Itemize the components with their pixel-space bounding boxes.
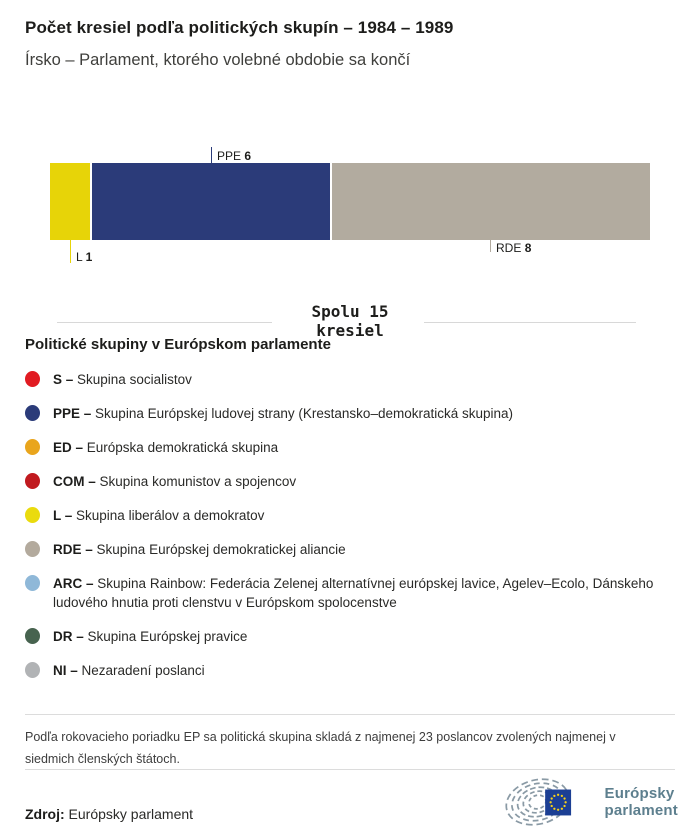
legend-item-text	[53, 506, 264, 525]
group-color-dot	[25, 371, 40, 387]
total-seats-line1: Spolu 15	[311, 302, 389, 321]
group-label: Skupina Rainbow: Federácia Zelenej alternatívnej európskej lavice, Agelev–Ecolo, Dánskeho ludového hnutia proti clenstvu v Európskom spolocenstve	[53, 576, 654, 610]
bar-label-ppe-value: 6	[244, 149, 252, 163]
legend-item-l	[25, 506, 685, 525]
eu-flag	[545, 790, 571, 816]
total-seats-label	[0, 302, 700, 340]
footer-divider-bottom	[25, 769, 675, 770]
legend-item-dr	[25, 627, 685, 646]
legend-item-text	[53, 661, 205, 680]
bar-label-rde	[496, 241, 531, 255]
group-code: ED –	[53, 440, 84, 455]
tick-ppe	[211, 147, 212, 163]
group-label: Skupina socialistov	[77, 372, 192, 387]
legend-heading: Politické skupiny v Európskom parlamente	[25, 336, 331, 353]
page-subtitle: Írsko – Parlament, ktorého volebné obdobie sa končí	[25, 51, 411, 69]
group-color-dot	[25, 439, 40, 455]
group-color-dot	[25, 541, 40, 557]
legend-item-text	[53, 370, 192, 389]
legend-item-text	[53, 472, 296, 491]
group-code: RDE –	[53, 542, 93, 557]
group-color-dot	[25, 662, 40, 678]
group-label: Nezaradení poslanci	[81, 663, 205, 678]
group-color-dot	[25, 575, 40, 591]
legend-item-arc	[25, 574, 685, 612]
tick-l	[70, 240, 71, 263]
legend-item-text	[53, 574, 685, 612]
bar-label-l	[76, 250, 92, 264]
legend-item-ppe	[25, 404, 685, 423]
legend-item-rde	[25, 540, 685, 559]
legend-item-text	[53, 627, 247, 646]
logo-wordmark-line2: parlament	[604, 802, 678, 819]
logo-wordmark	[605, 785, 679, 819]
bar-label-rde-value: 8	[524, 241, 532, 255]
group-code: PPE –	[53, 406, 92, 421]
footnote: Podľa rokovacieho poriadku EP sa politická skupina skladá z najmenej 23 poslancov zvolených najmenej v siedmich členských štátoch.	[25, 730, 616, 766]
group-color-dot	[25, 628, 40, 644]
bar-segment-l	[50, 163, 90, 240]
group-label: Skupina liberálov a demokratov	[76, 508, 265, 523]
group-code: L –	[53, 508, 73, 523]
seat-bar-chart	[0, 140, 700, 300]
group-color-dot	[25, 473, 40, 489]
logo-wordmark-line1: Európsky	[604, 785, 675, 802]
tick-rde	[490, 240, 491, 252]
total-seats-line2: kresiel	[316, 321, 384, 340]
stacked-bar	[50, 163, 650, 240]
source-line	[25, 806, 193, 822]
source-label: Zdroj:	[25, 806, 65, 822]
group-label: Skupina Európskej ludovej strany (Krestansko–demokratická skupina)	[95, 406, 514, 421]
group-code: S –	[53, 372, 74, 387]
legend-item-ni	[25, 661, 685, 680]
legend	[25, 336, 685, 695]
page-title: Počet kresiel podľa politických skupín – 1984 – 1989	[25, 18, 454, 37]
hemicycle-icon	[501, 777, 597, 827]
legend-item-com	[25, 472, 685, 491]
source-value: Európsky parlament	[68, 806, 194, 822]
bar-label-l-code: L	[76, 250, 83, 264]
group-code: NI –	[53, 663, 78, 678]
header	[25, 18, 675, 70]
legend-item-text	[53, 540, 346, 559]
group-code: ARC –	[53, 576, 94, 591]
group-label: Skupina Európskej demokratickej aliancie	[96, 542, 346, 557]
group-color-dot	[25, 405, 40, 421]
group-code: COM –	[53, 474, 96, 489]
european-parliament-logo	[501, 777, 679, 827]
bar-label-rde-code: RDE	[496, 241, 522, 255]
group-color-dot	[25, 507, 40, 523]
legend-item-ed	[25, 438, 685, 457]
bar-label-ppe	[217, 149, 251, 163]
footer-divider-top	[25, 714, 675, 715]
bar-segment-ppe	[92, 163, 330, 240]
legend-item-s	[25, 370, 685, 389]
group-label: Európska demokratická skupina	[86, 440, 279, 455]
bar-label-ppe-code: PPE	[217, 149, 242, 163]
bar-segment-rde	[332, 163, 650, 240]
group-code: DR –	[53, 629, 84, 644]
legend-item-text	[53, 404, 513, 423]
group-label: Skupina komunistov a spojencov	[99, 474, 297, 489]
legend-item-text	[53, 438, 278, 457]
group-label: Skupina Európskej pravice	[87, 629, 248, 644]
bar-label-l-value: 1	[85, 250, 93, 264]
